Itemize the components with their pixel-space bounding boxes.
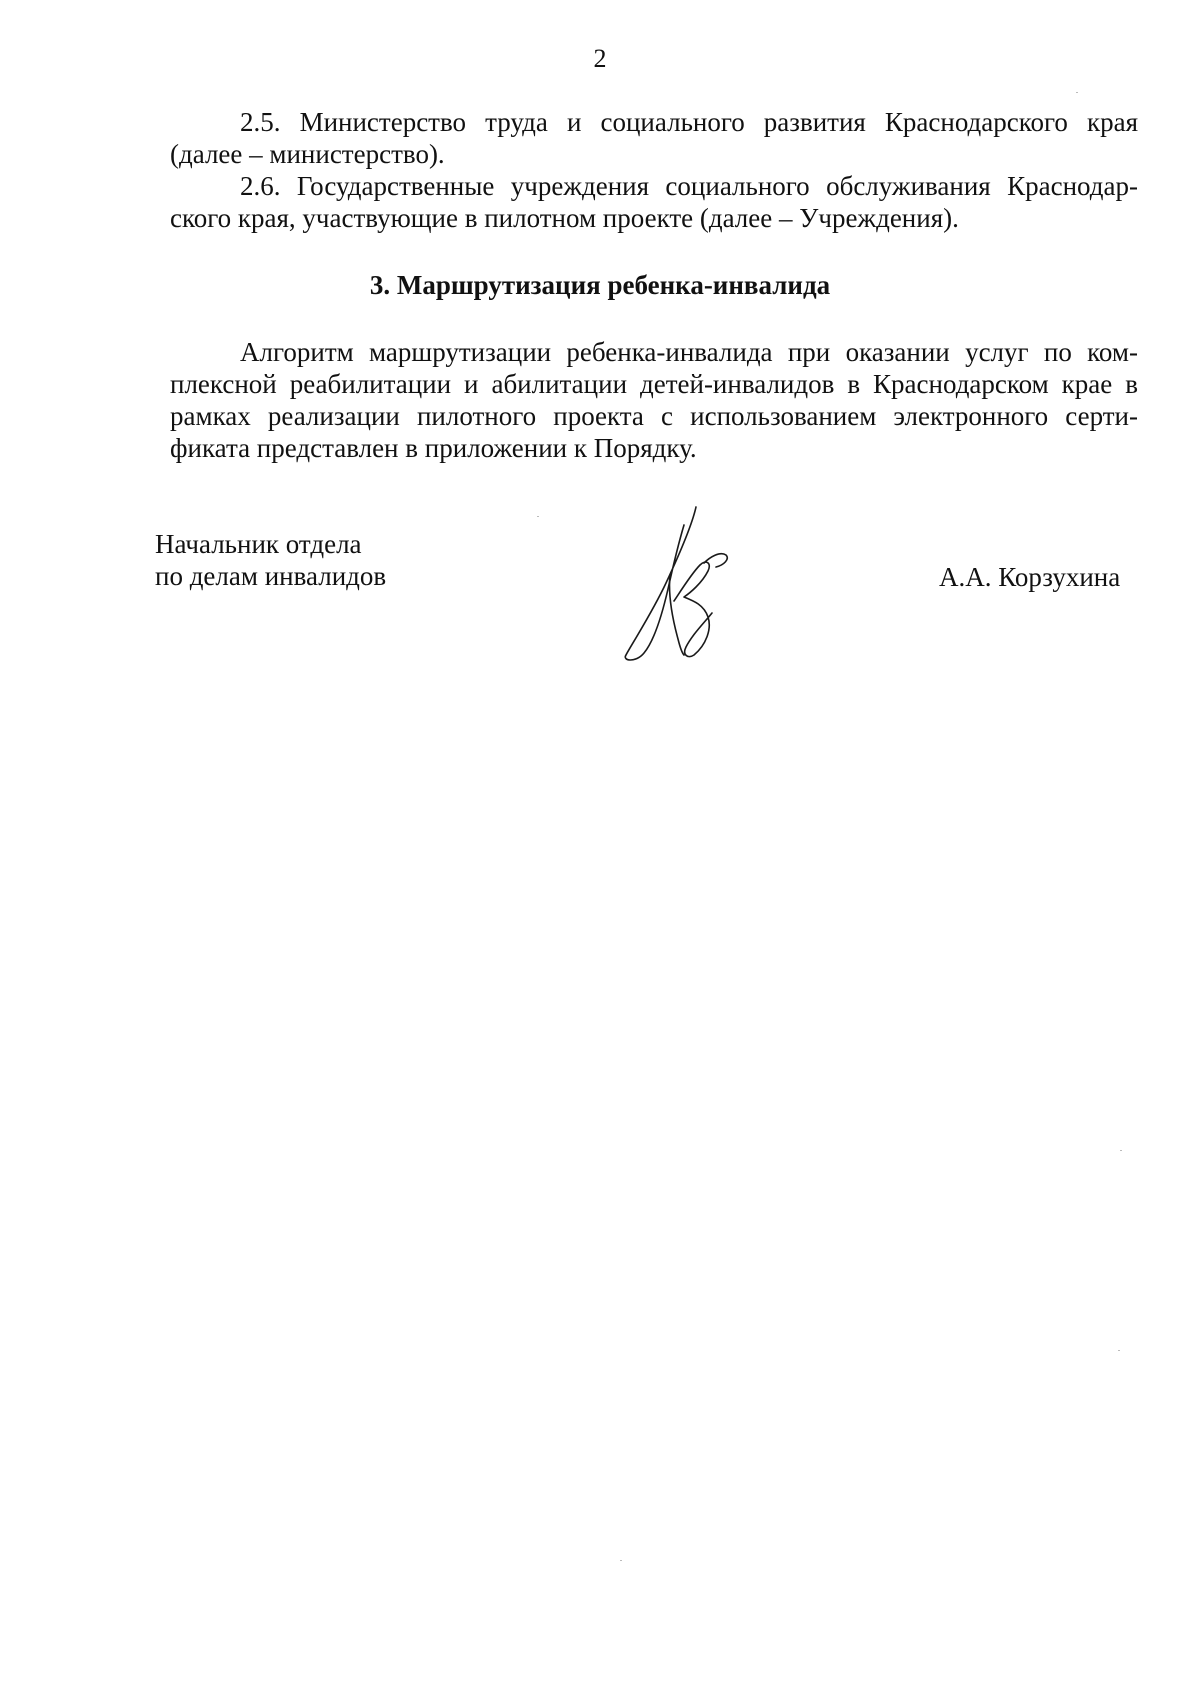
handwritten-signature: [608, 505, 758, 665]
paragraph-line: Алгоритм маршрутизации ребенка-инвалида при оказании услуг по ком-: [240, 337, 1138, 367]
page-number: 2: [593, 44, 607, 73]
paragraph-line: плексной реабилитации и абилитации детей-инвалидов в Краснодарском крае в: [170, 369, 1138, 399]
section-heading: 3. Маршрутизация ребенка-инвалида: [369, 270, 831, 300]
paragraph-2-6: [170, 170, 1138, 234]
scan-speck: [537, 516, 539, 517]
paragraph-2-5: [170, 106, 1138, 170]
paragraph-line: ского края, участвующие в пилотном проекте (далее – Учреждения).: [170, 203, 959, 233]
scan-speck: [1118, 1350, 1120, 1351]
scan-speck: [620, 1560, 622, 1561]
paragraph-line: 2.6. Государственные учреждения социального обслуживания Краснодар-: [240, 171, 1138, 201]
scan-speck: [1076, 92, 1078, 93]
signer-title-line: Начальник отдела: [155, 529, 362, 559]
signer-name: А.А. Корзухина: [939, 562, 1121, 592]
paragraph-line: 2.5. Министерство труда и социального развития Краснодарского края: [240, 107, 1138, 137]
scan-speck: [1120, 1150, 1122, 1151]
paragraph-line: (далее – министерство).: [170, 139, 445, 169]
section-paragraph: [170, 336, 1138, 464]
paragraph-line: рамках реализации пилотного проекта с использованием электронного серти-: [170, 401, 1138, 431]
signer-title-line: по делам инвалидов: [155, 561, 387, 591]
paragraph-line: фиката представлен в приложении к Порядку.: [170, 433, 697, 463]
signer-title: [155, 528, 386, 592]
